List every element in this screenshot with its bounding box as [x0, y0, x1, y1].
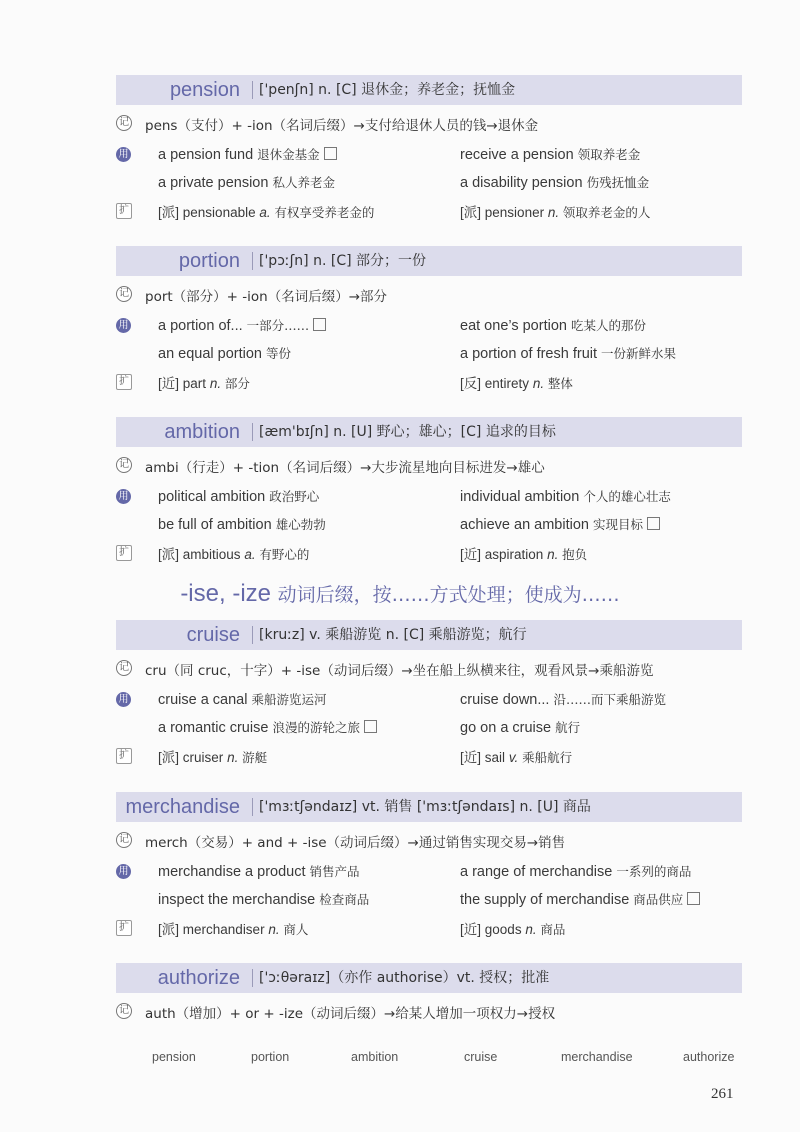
- entry-portion: [116, 246, 742, 391]
- entry-pension: [116, 75, 742, 220]
- etymology: ambi（行走）+ -tion（名词后缀）→大步流星地向目标进发→雄心: [145, 460, 545, 476]
- headword: merchandise: [125, 795, 240, 818]
- expand-item: [派] pensionable a. 有权享受养老金的: [158, 205, 375, 220]
- usage-note-icon: [647, 517, 660, 530]
- suffix-description: 动词后缀，按……方式处理；使成为……: [277, 584, 620, 606]
- usage-item: inspect the merchandise 检查商品: [158, 892, 370, 908]
- usage-note-icon: [364, 720, 377, 733]
- expand-mark-icon: 扩: [116, 545, 132, 561]
- expand-item: [派] merchandiser n. 商人: [158, 922, 309, 937]
- usage-item: go on a cruise 航行: [460, 720, 581, 736]
- memory-mark-icon: 记: [116, 115, 132, 131]
- usage-item: receive a pension 领取养老金: [460, 147, 641, 163]
- usage-item: a pension fund 退休金基金: [158, 145, 337, 163]
- entry-authorize: [116, 963, 742, 1022]
- headword: authorize: [157, 966, 240, 989]
- expand-item: [派] ambitious a. 有野心的: [158, 547, 310, 562]
- etymology: port（部分）+ -ion（名词后缀）→部分: [145, 289, 388, 305]
- footer-word: ambition: [351, 1050, 399, 1064]
- usage-item: a portion of... 一部分……: [158, 316, 326, 334]
- expand-mark-icon: 扩: [116, 203, 132, 219]
- usage-item: be full of ambition 雄心勃勃: [158, 517, 326, 533]
- footer-word-list: [152, 1050, 742, 1070]
- usage-note-icon: [313, 318, 326, 331]
- entry-merchandise: [116, 792, 742, 937]
- expand-item: [反] entirety n. 整体: [460, 376, 573, 391]
- expand-mark-icon: 扩: [116, 748, 132, 764]
- footer-word: pension: [152, 1050, 196, 1064]
- definition: ['pɔːʃn] n. [C] 部分；一份: [252, 252, 426, 270]
- memory-mark-icon: 记: [116, 457, 132, 473]
- entry-ambition: [116, 417, 742, 562]
- usage-item: an equal portion 等份: [158, 346, 292, 362]
- usage-item: cruise a canal 乘船游览运河: [158, 692, 327, 708]
- expand-item: [近] sail v. 乘船航行: [460, 750, 573, 765]
- footer-word: merchandise: [561, 1050, 633, 1064]
- usage-item: a romantic cruise 浪漫的游轮之旅: [158, 718, 377, 736]
- word-bar: [116, 75, 742, 105]
- definition: ['penʃn] n. [C] 退休金；养老金；抚恤金: [252, 81, 515, 99]
- usage-mark-icon: 用: [116, 147, 131, 162]
- expand-item: [近] aspiration n. 抱负: [460, 547, 588, 562]
- footer-word: cruise: [464, 1050, 498, 1064]
- memory-mark-icon: 记: [116, 660, 132, 676]
- usage-item: the supply of merchandise 商品供应: [460, 890, 700, 908]
- usage-item: a range of merchandise 一系列的商品: [460, 864, 692, 880]
- headword: ambition: [164, 420, 240, 443]
- expand-mark-icon: 扩: [116, 920, 132, 936]
- headword: cruise: [186, 623, 240, 646]
- expand-item: [派] pensioner n. 领取养老金的人: [460, 205, 651, 220]
- usage-mark-icon: 用: [116, 692, 131, 707]
- page-number: 261: [711, 1086, 734, 1102]
- footer-word: authorize: [683, 1050, 735, 1064]
- usage-note-icon: [687, 892, 700, 905]
- usage-item: a disability pension 伤残抚恤金: [460, 175, 650, 191]
- definition: [kruːz] v. 乘船游览 n. [C] 乘船游览；航行: [252, 626, 527, 644]
- memory-mark-icon: 记: [116, 832, 132, 848]
- etymology: pens（支付）+ -ion（名词后缀）→支付给退休人员的钱→退休金: [145, 118, 539, 134]
- word-bar: [116, 417, 742, 447]
- footer-word: portion: [251, 1050, 290, 1064]
- usage-item: merchandise a product 销售产品: [158, 864, 360, 880]
- expand-item: [派] cruiser n. 游艇: [158, 750, 268, 765]
- expand-item: [近] part n. 部分: [158, 376, 250, 391]
- usage-mark-icon: 用: [116, 489, 131, 504]
- entry-cruise: [116, 620, 742, 765]
- definition: ['mɜːtʃəndaɪz] vt. 销售 ['mɜːtʃəndaɪs] n. [U] 商品: [252, 798, 591, 816]
- usage-item: political ambition 政治野心: [158, 489, 320, 505]
- etymology: merch（交易）+ and + -ise（动词后缀）→通过销售实现交易→销售: [145, 835, 566, 851]
- usage-note-icon: [324, 147, 337, 160]
- usage-item: cruise down... 沿……而下乘船游览: [460, 692, 667, 708]
- word-bar: [116, 792, 742, 822]
- usage-item: a private pension 私人养老金: [158, 175, 335, 191]
- definition: [æm'bɪʃn] n. [U] 野心；雄心；[C] 追求的目标: [252, 423, 556, 441]
- usage-item: achieve an ambition 实现目标: [460, 515, 660, 533]
- headword: pension: [169, 78, 240, 101]
- definition: ['ɔːθəraɪz]（亦作 authorise）vt. 授权；批准: [252, 969, 549, 987]
- usage-mark-icon: 用: [116, 318, 131, 333]
- headword: portion: [178, 249, 240, 272]
- expand-mark-icon: 扩: [116, 374, 132, 390]
- usage-item: a portion of fresh fruit 一份新鲜水果: [460, 346, 677, 362]
- expand-item: [近] goods n. 商品: [460, 922, 566, 937]
- suffix-heading: [0, 580, 800, 608]
- memory-mark-icon: 记: [116, 286, 132, 302]
- word-bar: [116, 963, 742, 993]
- word-bar: [116, 620, 742, 650]
- usage-mark-icon: 用: [116, 864, 131, 879]
- memory-mark-icon: 记: [116, 1003, 132, 1019]
- usage-item: eat one’s portion 吃某人的那份: [460, 318, 646, 334]
- word-bar: [116, 246, 742, 276]
- etymology: auth（增加）+ or + -ize（动词后缀）→给某人增加一项权力→授权: [145, 1006, 556, 1022]
- etymology: cru（同 cruc，十字）+ -ise（动词后缀）→坐在船上纵横来往，观看风景→乘船游览: [145, 663, 654, 679]
- usage-item: individual ambition 个人的雄心壮志: [460, 489, 671, 505]
- suffix-text: -ise, -ize: [180, 580, 271, 607]
